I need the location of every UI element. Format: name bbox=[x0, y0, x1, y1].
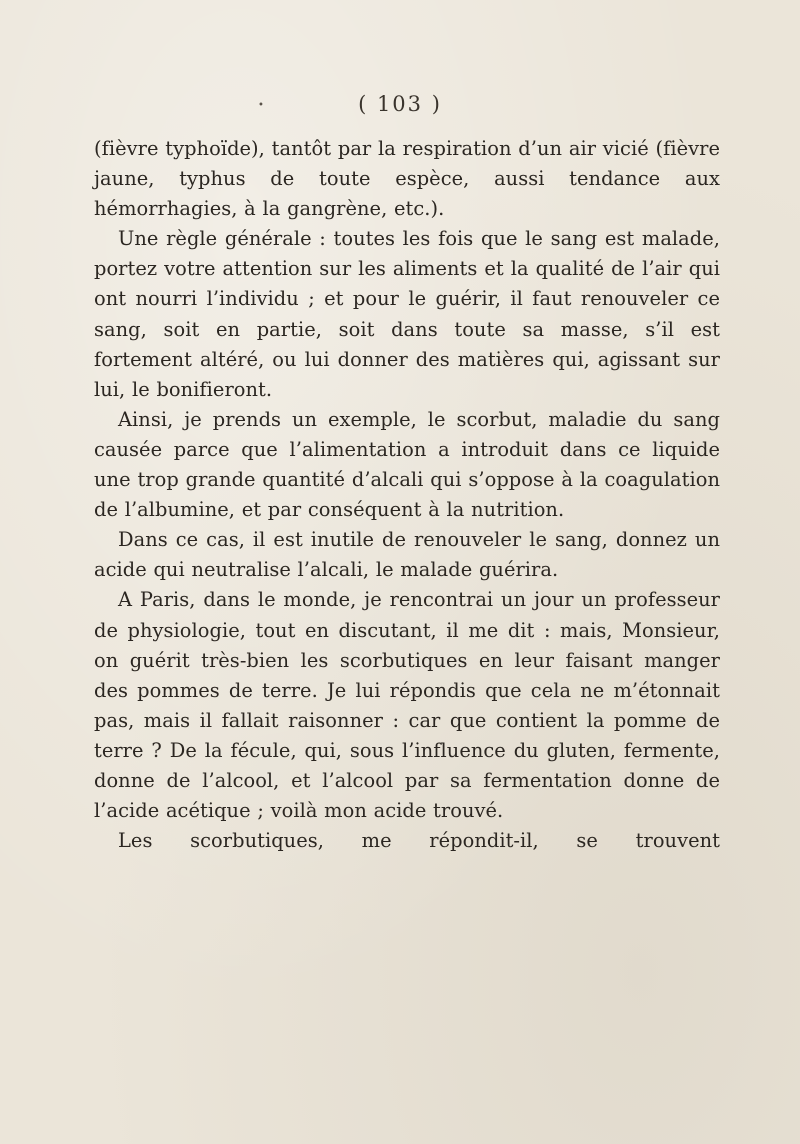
page-header bbox=[0, 92, 800, 116]
page-body bbox=[94, 134, 720, 856]
paragraph-5: A Paris, dans le monde, je rencontrai un jour un professeur de physiologie, tout en discutant, il me dit : mais, Monsieur, on guérit très-bien les scorbutiques en leur faisant manger des pommes de terre. Je lui répondis que cela ne m’étonnait pas, mais il fallait raisonner : car que contient la pomme de terre ? De la fécule, qui, sous l’influence du gluten, fermente, donne de l’alcool, et l’alcool par sa fermentation donne de l’acide acétique ; voilà mon acide trouvé. bbox=[94, 588, 720, 823]
paragraph-3: Ainsi, je prends un exemple, le scorbut, maladie du sang causée parce que l’alimentation a introduit dans ce liquide une trop grande quantité d’alcali qui s’oppose à la coagulation de l’albumine, et par conséquent à la nutrition. bbox=[94, 407, 720, 522]
paragraph-6: Les scorbutiques, me répondit-il, se trouvent bbox=[118, 829, 720, 853]
page-number: ( 103 ) bbox=[358, 92, 442, 116]
paragraph-4: Dans ce cas, il est inutile de renouveler le sang, donnez un acide qui neutralise l’alcali, le malade guérira. bbox=[94, 528, 720, 582]
paragraph-1: (fièvre typhoïde), tantôt par la respiration d’un air vicié (fièvre jaune, typhus de toute espèce, aussi tendance aux hémorrhagies, à la gangrène, etc.). bbox=[94, 137, 720, 221]
ink-speck: • bbox=[258, 100, 266, 111]
paragraph-2: Une règle générale : toutes les fois que le sang est malade, portez votre attention sur les aliments et la qualité de l’air qui ont nourri l’individu ; et pour le guérir, il faut renouveler ce sang, soit en partie, soit dans toute sa masse, s’il est fortement altéré, ou lui donner des matières qui, agissant sur lui, le bonifieront. bbox=[94, 227, 720, 401]
